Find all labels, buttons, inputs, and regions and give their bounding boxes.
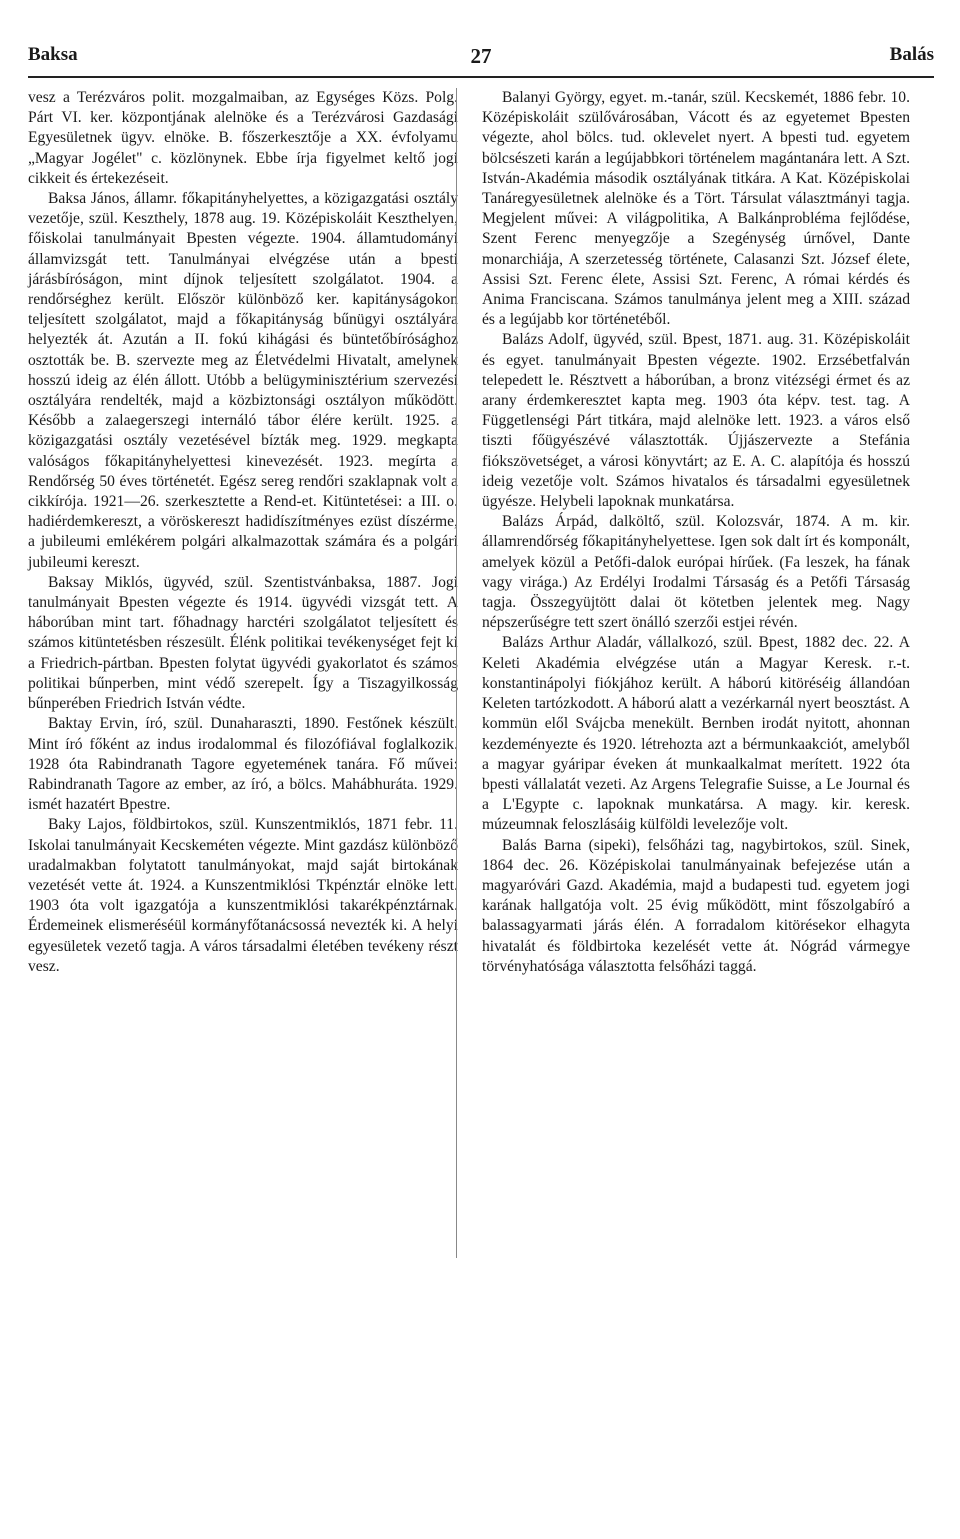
- right-column: [482, 88, 910, 977]
- entry-paragraph: Baksa János, államr. főkapitányhelyettes, a közigazgatási osztály vezetője, szül. Keszthely, 1878 aug. 19. Középiskoláit Keszthelyen, főiskolai tanulmányait Bpesten végezte. 1904. államtudományi államvizsgát tett. Tanulmányai elvégzése után a bpesti járásbíróságon, mint díjnok teljesített szolgálatot. 1904. a rendőrséghez került. Először különböző ker. kapitányságokon teljesített szolgálatot, majd a főkapitányság bűnügyi osztályára helyezték át. Azután a II. fokú kihágási és büntetőbírósághoz osztották be. B. szervezte meg az Életvédelmi Hivatalt, amelynek hosszú ideig az élén állott. Utóbb a belügyminisztérium szervezési osztályára rendelték, majd a közbiztonsági osztályon működött. Később a zalaegerszegi internáló tábor élére került. 1925. a közigazgatási osztály vezetésével bízták meg. 1929. megkapta valóságos főkapitányhelyettesi kinevezését. 1923. megírta a Rendőrség 50 éves történetét. Egész sereg rendőri szaklapnak volt a cikkírója. 1921—26. szerkesztette a Rend-et. Kitüntetései: a III. o. hadiérdemkereszt, a vöröskereszt hadidíszítményes ezüst díszérme, a jubileumi emlékérem polgári alkalmazottak számára és a polgári jubileumi kereszt.: [28, 190, 458, 571]
- entry-paragraph: vesz a Terézváros polit. mozgalmaiban, az Egységes Közs. Polg. Párt VI. ker. központjának alelnöke és a Terézvárosi Gazdasági Egyesületnek ügyv. elnöke. B. főszerkesztője a XX. évfolyamu „Magyar Jogélet" c. közlönynek. Ebbe írja figyelmet keltő jogi cikkeit és értekezéseit.: [28, 89, 458, 187]
- page-header: [28, 44, 934, 70]
- page-number: 27: [470, 44, 492, 68]
- entry-paragraph: Baky Lajos, földbirtokos, szül. Kunszentmiklós, 1871 febr. 11. Iskolai tanulmányait Kecskeméten végezte. Mint gazdász különböző uradalmakban folytatott tanulmányokat, majd saját birtokának vezetését vette át. 1924. a Kunszentmiklósi Tkpénztár elnöke lett. 1903 óta volt igazgatója a kunszentmiklósi takarékpénztárnak. Érdemeinek elismeréséül kormányfőtanácsossá nevezték ki. A helyi egyesületek vezető tagja. A város társadalmi életében tevékeny részt vesz.: [28, 816, 458, 975]
- entry-paragraph: Balanyi György, egyet. m.-tanár, szül. Kecskemét, 1886 febr. 10. Középiskoláit szülővárosában, Vácott és az egyetemet Bpesten végezte, ahol bölcs. tud. oklevelet nyert. A bpesti tud. egyetem bölcsészeti karán a legújabbkori történelem magántanára lett. A Szt. István-Akadémia második osztályának titkára. A Kat. Középiskolai Tanáregyesületnek alelnöke és a Tört. Társulat választmányi tagja. Megjelent művei: A világpolitika, A Balkánprobléma fejlődése, Szent Ferenc menyegzője a Szegénység úrnővel, Dante monarchiája, A szerzetesség története, Calasanzi Szt. József élete, Assisi Szt. Ferenc élete, Assisi Szt. Ferenc, A római kérdés és Anima Franciscana. Számos tanulmánya jelent meg a XIII. század és a legújabb kor történetéből.: [482, 89, 910, 329]
- entry-paragraph: Balás Barna (sipeki), felsőházi tag, nagybirtokos, szül. Sinek, 1864 dec. 26. Középiskolai tanulmányainak befejezése után a magyaróvári Gazd. Akadémia, majd a budapesti tud. egyetem jogi karának hallgatója volt. 25 évig működött, mint főszolgabíró a balassagyarmati járás élén. A forradalom kitörésekor elhagyta hivatalát és földbirtoka kezelését vette át. Nógrád vármegye törvényhatósága választotta felsőházi taggá.: [482, 836, 910, 975]
- header-rule: [28, 76, 934, 78]
- column-divider: [456, 88, 457, 1258]
- entry-paragraph: Balázs Adolf, ügyvéd, szül. Bpest, 1871. aug. 31. Középiskoláit és egyet. tanulmányait Bpesten végezte. 1902. Erzsébetfalván telepedett le. Résztvett a háborúban, a bronz vitézségi érmet és az arany érdemkeresztet kapta meg. 1903 óta képv. test. tag. A Függetlenségi Párt titkára, majd alelnöke lett. 1923. a város első tiszti főügyészévé választották. Újjászervezte a Stefánia fiókszövetséget, a városi könyvtárt; az E. A. C. alapítója és hosszú ideig vezetője volt. Számos hivatalos és társadalmi egyesületnek ügyésze. Helybeli lapoknak munkatársa.: [482, 331, 910, 511]
- left-column: [28, 88, 458, 977]
- entry-paragraph: Balázs Árpád, dalköltő, szül. Kolozsvár, 1874. A m. kir. államrendőrség főkapitányhelyettese. Igen sok dalt írt és komponált, amelyek közül a Petőfi-dalok európai hírűek. (Fa leszek, ha fának vagy virága.) Az Erdélyi Irodalmi Társaság és a Petőfi Társaság tagja. Összegyüjtött dalai öt kötetben jelentek meg. Nagy népszerűségre tett szert önálló szerzői estjei révén.: [482, 513, 910, 632]
- header-left-keyword: Baksa: [28, 44, 78, 65]
- entry-paragraph: Baksay Miklós, ügyvéd, szül. Szentistvánbaksa, 1887. Jogi tanulmányait Bpesten végezte és 1914. ügyvédi vizsgát tett. A háborúban mint tart. főhadnagy harctéri szolgálatot teljesített és számos kitüntetésben részesült. Élénk politikai tevékenységet fejt ki a Friedrich-pártban. Bpesten folytat ügyvédi gyakorlatot és számos politikai bűnperben, mint védő szerepelt. Így a Tiszagyilkosság bűnperében Friedrich István védte.: [28, 573, 458, 713]
- entry-paragraph: Balázs Arthur Aladár, vállalkozó, szül. Bpest, 1882 dec. 22. A Keleti Akadémia elvégzése után a Magyar Keresk. r.-t. konstantinápolyi fiókjához került. A háború kitöréséig állandóan Keleten tartózkodott. A háború alatt a vezérkarnál nyert beosztást. A kommün elől Svájcba menekült. Bernben irodát nyitott, ahonnan kezdeményezte és 1920. létrehozta azt a bérmunkaakciót, amelyből a magyar gyáripar éveken át munkaalkalmat merített. 1922 óta bpesti vállalatát vezeti. Az Argens Telegrafie Suisse, a Le Journal és a L'Egypte c. lapoknak munkatársa. A magy. kir. keresk. múzeumnak feloszlásáig külföldi levelezője volt.: [482, 634, 910, 834]
- header-right-keyword: Balás: [889, 44, 934, 65]
- entry-paragraph: Baktay Ervin, író, szül. Dunaharaszti, 1890. Festőnek készült. Mint író főként az indus irodalommal és filozófiával foglalkozik. 1928 óta Rabindranath Tagore egyetemének tanára. Fő művei: Rabindranath Tagore az ember, az író, a bölcs. Mahábhuráta. 1929. ismét hazatért Bpestre.: [28, 715, 458, 814]
